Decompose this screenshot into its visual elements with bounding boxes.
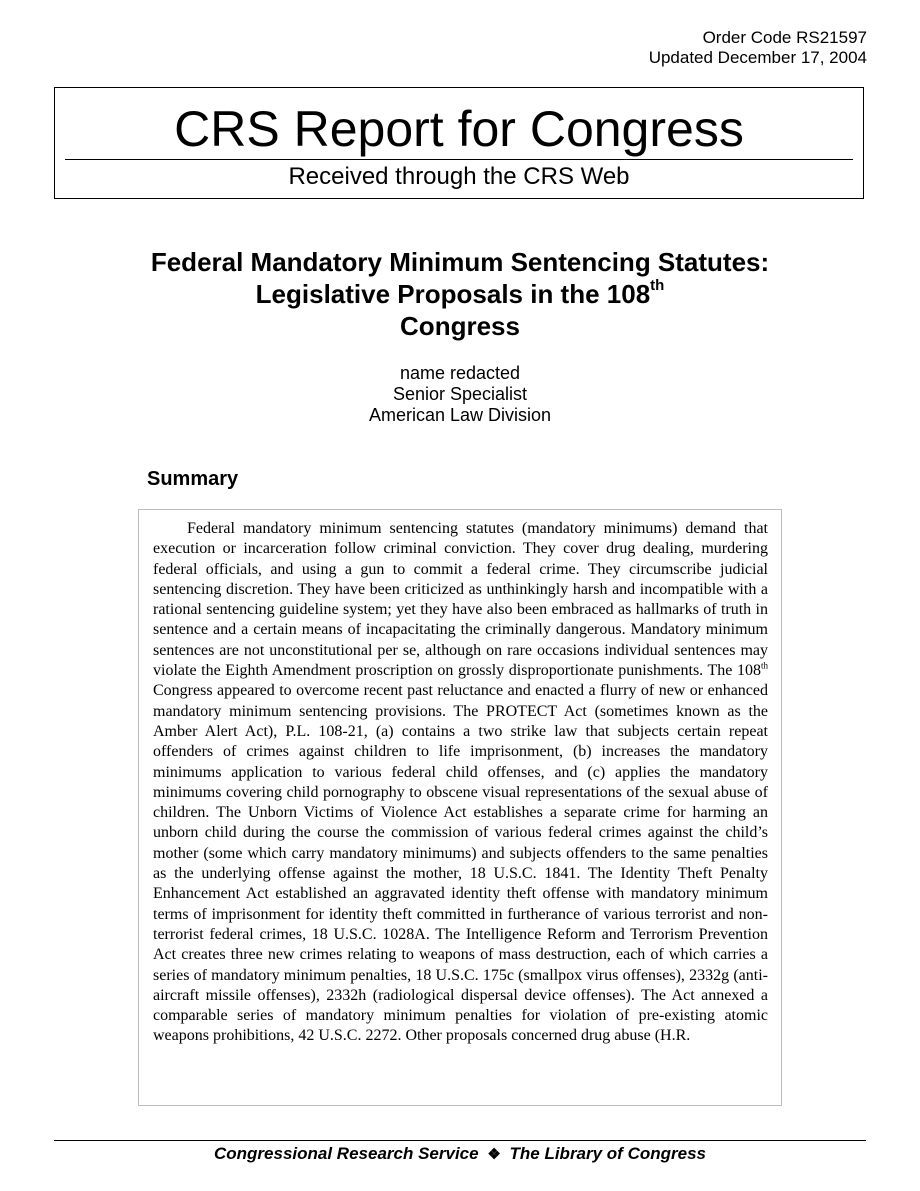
summary-text-part2: Congress appeared to overcome recent past reluctance and enacted a flurry of new or enhanced mandatory minimum sentencing provisions. The PROTECT Act (sometimes known as the Amber Alert Act), P.L. 108-21, (a) contains a two strike law that subjects certain repeat offenders of crimes against children to life imprisonment, (b) increases the mandatory minimums application to various federal child offenses, and (c) applies the mandatory minimums covering child pornography to obscene visual representations of the sexual abuse of children. The Unborn Victims of Violence Act establishes a separate crime for harming an unborn child during the course the commission of various federal crimes against the child’s mother (some which carry mandatory minimums) and subjects offenders to the same penalties as the underlying offense against the mother, 18 U.S.C. 1841. The Identity Theft Penalty Enhancement Act established an aggravated identity theft offense with mandatory minimum terms of imprisonment for identity theft committed in furtherance of various terrorist and non-terrorist federal crimes, 18 U.S.C. 1028A. The Intelligence Reform and Terrorism Prevention Act creates three new crimes relating to weapons of mass destruction, each of which carries a series of mandatory minimum penalties, 18 U.S.C. 175c (smallpox virus offenses), 2332g (anti-aircraft missile offenses), 2332h (radiological dispersal device offenses). The Act annexed a comparable series of mandatory minimum penalties for violation of pre-existing atomic weapons prohibitions, 42 U.S.C. 2272. Other proposals concerned drug abuse (H.R. bbox=[153, 682, 768, 1045]
author-position: Senior Specialist bbox=[392, 384, 528, 404]
order-code: Order Code RS21597 bbox=[702, 28, 867, 47]
footer-left: Congressional Research Service bbox=[214, 1144, 479, 1163]
updated-date: Updated December 17, 2004 bbox=[648, 48, 867, 67]
footer-divider bbox=[54, 1140, 866, 1141]
title-main: Federal Mandatory Minimum Sentencing Statutes: Legislative Proposals in the 108 bbox=[150, 247, 770, 309]
diamond-separator-icon: ❖ bbox=[487, 1146, 501, 1163]
author-block bbox=[260, 363, 660, 426]
order-info bbox=[649, 28, 867, 68]
summary-paragraph bbox=[153, 519, 768, 1047]
summary-heading: Summary bbox=[147, 468, 239, 490]
document-title bbox=[140, 246, 780, 342]
report-title: CRS Report for Congress bbox=[174, 101, 744, 157]
title-end: Congress bbox=[400, 311, 520, 341]
summary-superscript: th bbox=[760, 660, 768, 671]
report-subtitle: Received through the CRS Web bbox=[288, 163, 630, 190]
summary-text-part1: Federal mandatory minimum sentencing statutes (mandatory minimums) demand that execution or incarceration follow criminal conviction. They cover drug dealing, murdering federal officials, and using a gun to commit a federal crime. They circumscribe judicial sentencing discretion. They have been criticized as unthinkingly harsh and incompatible with a rational sentencing guideline system; yet they have also been embraced as hallmarks of truth in sentence and a certain means of incapacitating the criminally dangerous. Mandatory minimum sentences are not unconstitutional per se, although on rare occasions individual sentences may violate the Eighth Amendment proscription on grossly disproportionate punishments. The 108 bbox=[153, 520, 768, 680]
author-division: American Law Division bbox=[368, 405, 552, 425]
footer bbox=[0, 1143, 920, 1166]
summary-box bbox=[138, 509, 782, 1106]
footer-right: The Library of Congress bbox=[509, 1144, 706, 1163]
report-banner bbox=[54, 87, 864, 199]
title-superscript: th bbox=[650, 277, 665, 295]
banner-divider bbox=[65, 159, 853, 160]
author-name: name redacted bbox=[399, 363, 521, 383]
